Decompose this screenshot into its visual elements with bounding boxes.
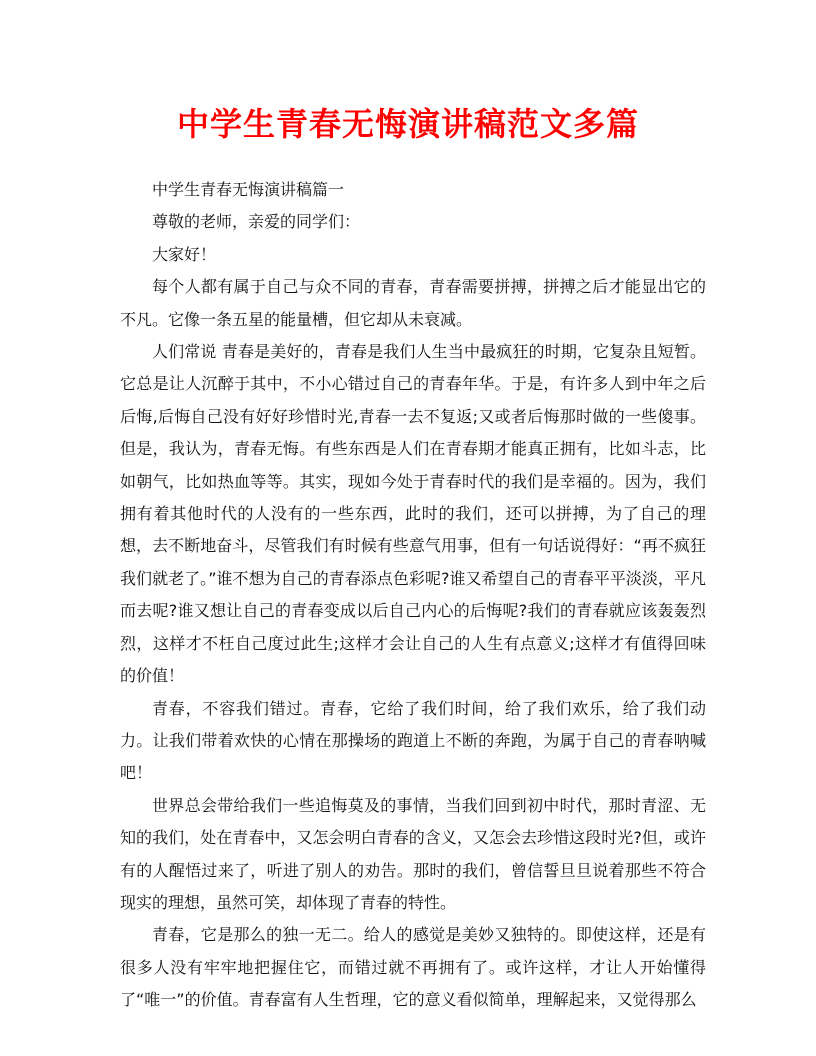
body-paragraph: 青春，不容我们错过。青春，它给了我们时间，给了我们欢乐，给了我们动力。让我们带着欢快的心情在那操场的跑道上不断的奔跑，为属于自己的青春呐喊吧！ xyxy=(120,698,706,783)
greeting: 大家好！ xyxy=(152,244,217,264)
salutation: 尊敬的老师，亲爱的同学们： xyxy=(152,212,361,232)
document-body xyxy=(120,174,706,1017)
body-paragraph: 世界总会带给我们一些追悔莫及的事情，当我们回到初中时代，那时青涩、无知的我们，处在青春中，又怎会明白青春的含义，又怎会去珍惜这段时光?但，或许有的人醒悟过来了，听进了别人的劝告。那时的我们，曾信誓旦旦说着那些不符合现实的理想，虽然可笑，却体现了青春的特性。 xyxy=(120,795,706,912)
body-paragraph: 每个人都有属于自己与众不同的青春，青春需要拼搏，拼搏之后才能显出它的不凡。它像一条五星的能量槽，但它却从未衰减。 xyxy=(120,277,706,329)
document-title: 中学生青春无悔演讲稿范文多篇 xyxy=(176,105,639,143)
body-paragraph: 青春，它是那么的独一无二。给人的感觉是美妙又独特的。即使这样，还是有很多人没有牢牢地把握住它，而错过就不再拥有了。或许这样，才让人开始懂得了“唯一”的价值。青春富有人生哲理，它的意义看似简单，理解起来，又觉得那么 xyxy=(120,925,706,1010)
body-paragraph: 人们常说 青春是美好的，青春是我们人生当中最疯狂的时期，它复杂且短暂。它总是让人沉醉于其中，不小心错过自己的青春年华。于是，有许多人到中年之后后悔,后悔自己没有好好珍惜时光,青春一去不复返;又或者后悔那时做的一些傻事。但是，我认为，青春无悔。有些东西是人们在青春期才能真正拥有，比如斗志，比如朝气，比如热血等等。其实，现如今处于青春时代的我们是幸福的。因为，我们拥有着其他时代的人没有的一些东西，此时的我们，还可以拼搏，为了自己的理想，去不断地奋斗，尽管我们有时候有些意气用事，但有一句话说得好：“再不疯狂我们就老了。”谁不想为自己的青春添点色彩呢?谁又希望自己的青春平平淡淡，平凡而去呢?谁又想让自己的青春变成以后自己内心的后悔呢?我们的青春就应该轰轰烈烈，这样才不枉自己度过此生;这样才会让自己的人生有点意义;这样才有值得回味的价值！ xyxy=(120,342,706,686)
section-heading: 中学生青春无悔演讲稿篇一 xyxy=(152,180,345,199)
